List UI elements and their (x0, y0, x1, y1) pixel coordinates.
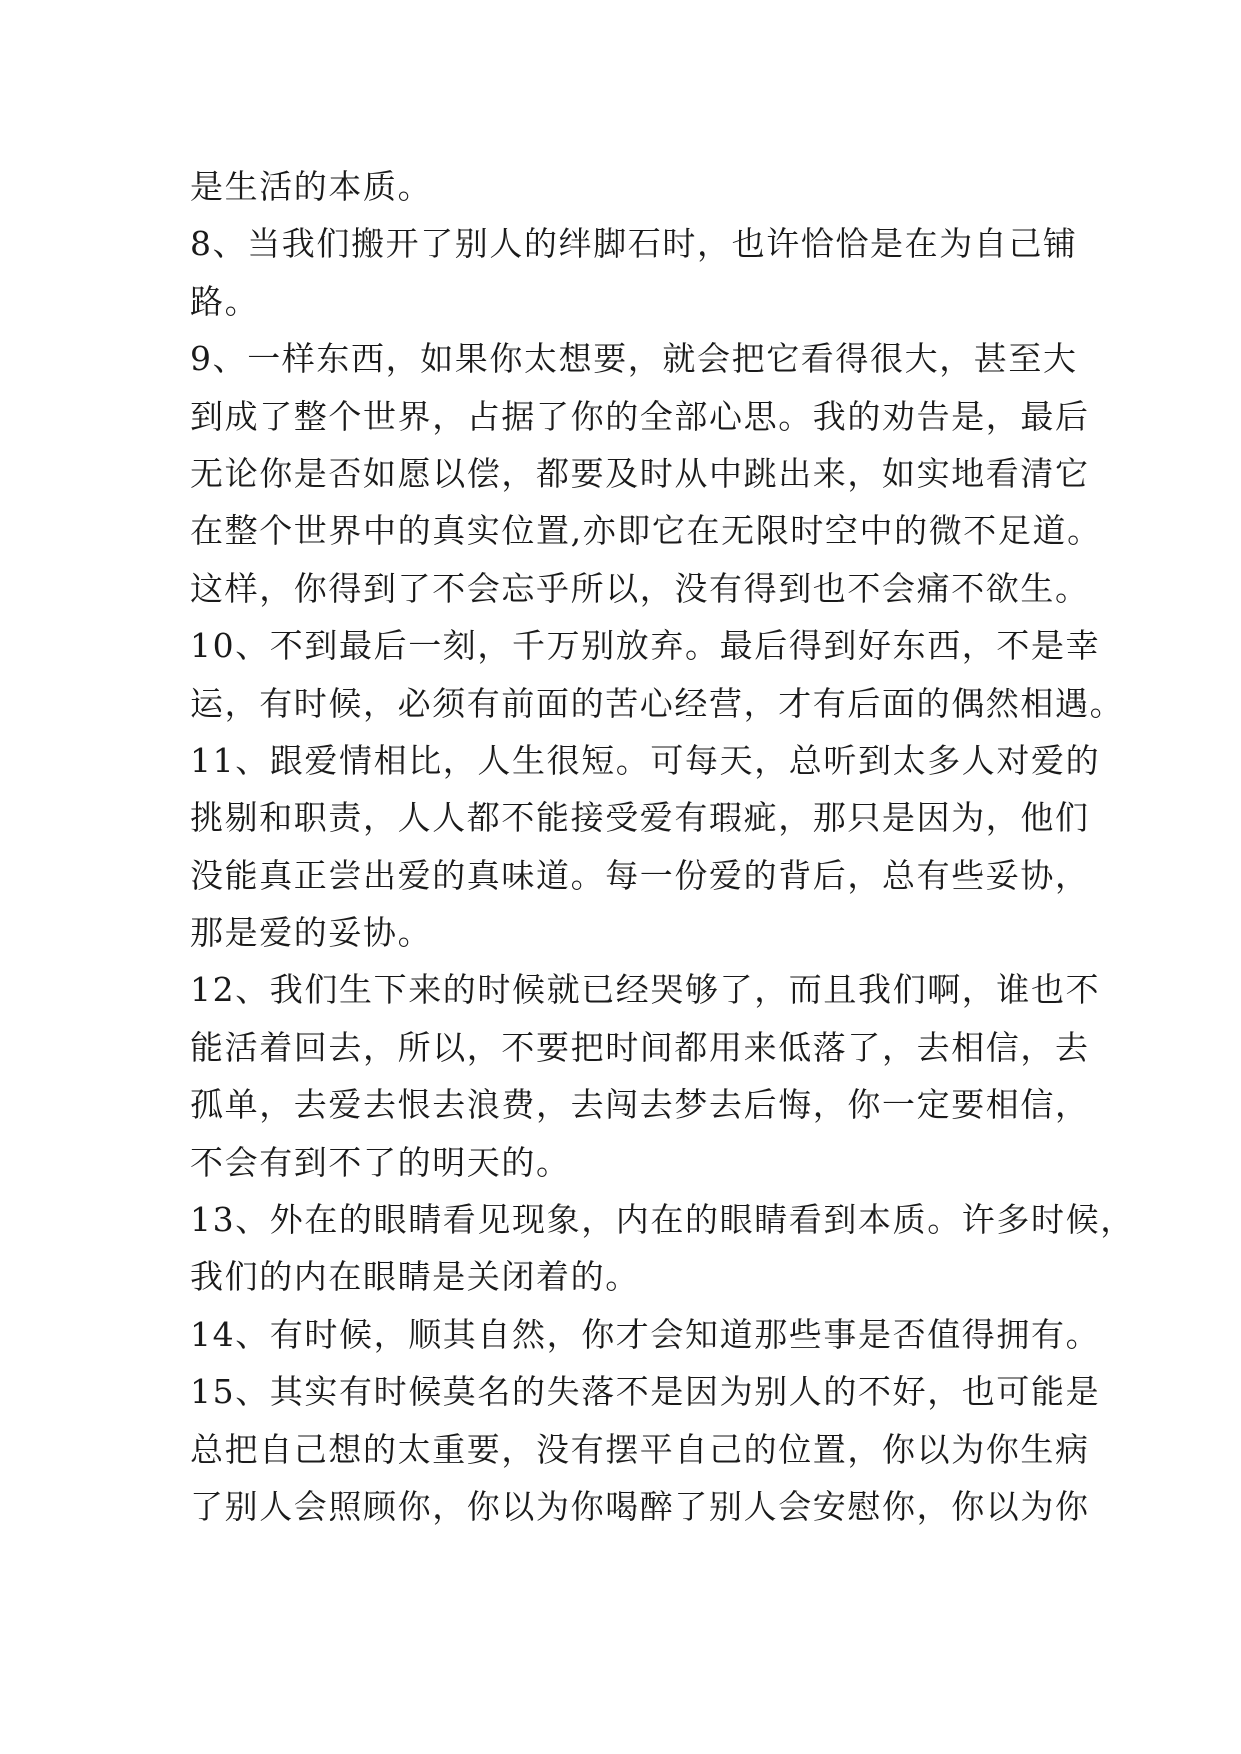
text-line: 14、有时候，顺其自然，你才会知道那些事是否值得拥有。 (190, 1314, 1101, 1354)
text-line: 是生活的本质。 (190, 167, 433, 206)
text-line: 在整个世界中的真实位置,亦即它在无限时空中的微不足道。 (190, 511, 1102, 551)
text-line: 总把自己想的太重要，没有摆平自己的位置，你以为你生病 (190, 1429, 1090, 1469)
text-line: 路。 (190, 281, 260, 321)
text-line: 15、其实有时候莫名的失落不是因为别人的不好，也可能是 (190, 1372, 1101, 1412)
text-line: 9、一样东西，如果你太想要，就会把它看得很大，甚至大 (190, 339, 1078, 379)
text-line: 我们的内在眼睛是关闭着的。 (190, 1257, 640, 1297)
body-text (190, 158, 1135, 1535)
text-line: 运，有时候，必须有前面的苦心经营，才有后面的偶然相遇。 (190, 683, 1125, 723)
text-line: 能活着回去，所以，不要把时间都用来低落了，去相信，去 (190, 1027, 1090, 1067)
text-line: 没能真正尝出爱的真味道。每一份爱的背后，总有些妥协， (190, 855, 1090, 895)
text-line: 孤单，去爱去恨去浪费，去闯去梦去后悔，你一定要相信， (190, 1085, 1090, 1125)
text-line: 了别人会照顾你，你以为你喝醉了别人会安慰你，你以为你 (190, 1486, 1090, 1526)
text-line: 11、跟爱情相比，人生很短。可每天，总听到太多人对爱的 (190, 740, 1101, 780)
text-line: 到成了整个世界，占据了你的全部心思。我的劝告是，最后 (190, 396, 1090, 436)
text-line: 挑剔和职责，人人都不能接受爱有瑕疵，那只是因为，他们 (190, 798, 1090, 838)
text-line: 13、外在的眼睛看见现象，内在的眼睛看到本质。许多时候， (190, 1200, 1135, 1240)
text-line: 那是爱的妥协。 (190, 913, 433, 953)
text-line: 无论你是否如愿以偿，都要及时从中跳出来，如实地看清它 (190, 453, 1090, 493)
text-line: 8、当我们搬开了别人的绊脚石时，也许恰恰是在为自己铺 (190, 224, 1078, 264)
text-line: 12、我们生下来的时候就已经哭够了，而且我们啊，谁也不 (190, 970, 1101, 1010)
text-line: 这样，你得到了不会忘乎所以，没有得到也不会痛不欲生。 (190, 568, 1090, 608)
text-line: 10、不到最后一刻，千万别放弃。最后得到好东西，不是幸 (190, 626, 1101, 666)
text-line: 不会有到不了的明天的。 (190, 1142, 571, 1182)
